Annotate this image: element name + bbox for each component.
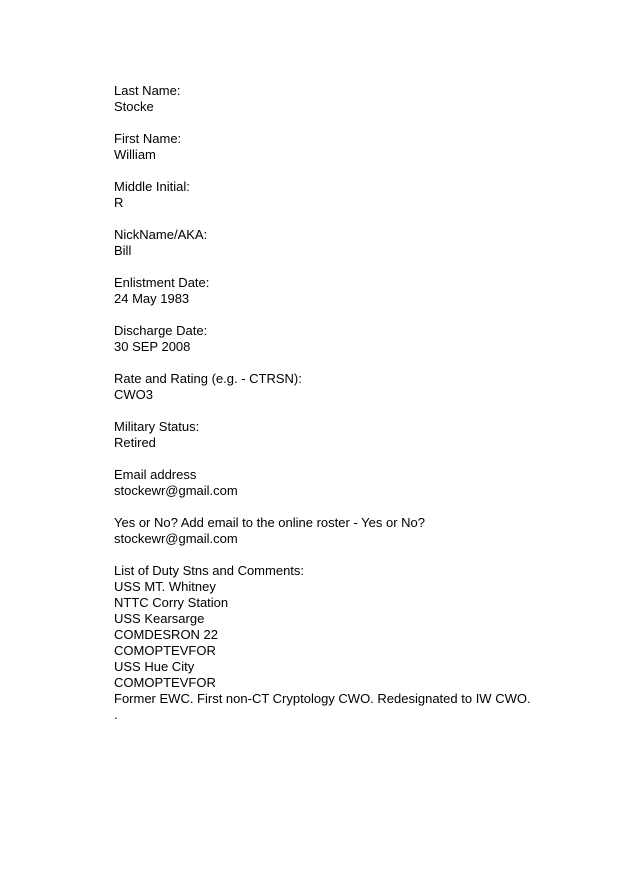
field-value: stockewr@gmail.com — [114, 531, 238, 546]
field-discharge-date — [114, 323, 614, 355]
field-value: Retired — [114, 435, 156, 450]
duty-station-item: USS Hue City — [114, 659, 195, 674]
field-label: Rate and Rating (e.g. - CTRSN): — [114, 371, 302, 386]
field-label: NickName/AKA: — [114, 227, 208, 242]
field-label: Middle Initial: — [114, 179, 190, 194]
trailing-period: . — [114, 707, 118, 722]
field-label: Military Status: — [114, 419, 200, 434]
duty-comments: Former EWC. First non-CT Cryptology CWO. Redesignated to IW CWO. — [114, 691, 531, 706]
field-label: Enlistment Date: — [114, 275, 210, 290]
duty-station-item: COMOPTEVFOR — [114, 675, 216, 690]
field-nickname — [114, 227, 614, 259]
field-military-status — [114, 419, 614, 451]
duty-station-item: COMDESRON 22 — [114, 627, 219, 642]
field-value: 30 SEP 2008 — [114, 339, 191, 354]
field-rate-rating — [114, 371, 614, 403]
field-first-name — [114, 131, 614, 163]
field-label: Yes or No? Add email to the online roster - Yes or No? — [114, 515, 425, 530]
field-value: Stocke — [114, 99, 154, 114]
field-value: William — [114, 147, 156, 162]
field-value: 24 May 1983 — [114, 291, 190, 306]
field-label: List of Duty Stns and Comments: — [114, 563, 305, 578]
duty-station-item: NTTC Corry Station — [114, 595, 229, 610]
duty-station-item: USS Kearsarge — [114, 611, 205, 626]
field-value: Bill — [114, 243, 132, 258]
field-label: First Name: — [114, 131, 182, 146]
duty-station-item: COMOPTEVFOR — [114, 643, 216, 658]
field-roster-consent — [114, 515, 614, 547]
field-duty-stations — [114, 563, 614, 707]
field-value: CWO3 — [114, 387, 153, 402]
field-email-address — [114, 467, 614, 499]
field-enlistment-date — [114, 275, 614, 307]
field-label: Last Name: — [114, 83, 181, 98]
field-value: stockewr@gmail.com — [114, 483, 238, 498]
field-middle-initial — [114, 179, 614, 211]
field-last-name — [114, 83, 614, 115]
duty-station-item: USS MT. Whitney — [114, 579, 216, 594]
document-body — [114, 83, 614, 723]
field-value: R — [114, 195, 124, 210]
field-label: Discharge Date: — [114, 323, 208, 338]
field-label: Email address — [114, 467, 197, 482]
